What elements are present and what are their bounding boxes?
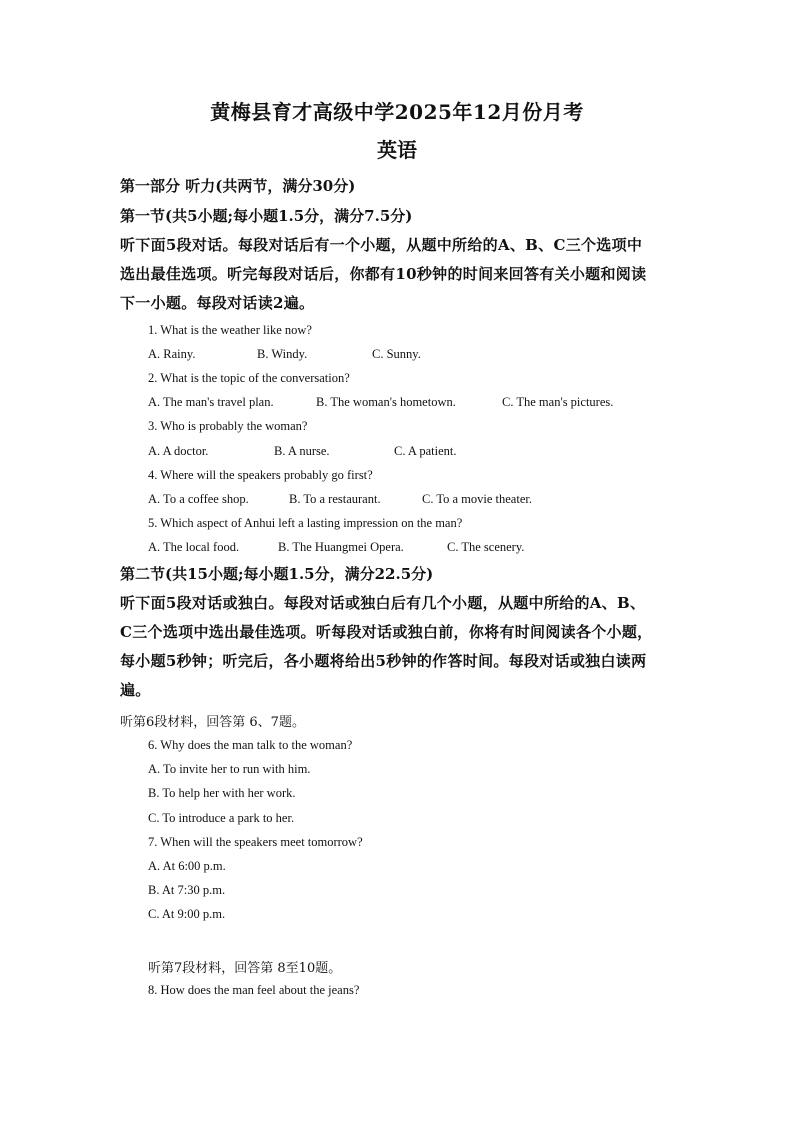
section1-instruction-line: 选出最佳选项。听完每段对话后，你都有10秒钟的时间来回答有关小题和阅读 xyxy=(120,265,647,283)
question-6-option-c: C. To introduce a park to her. xyxy=(148,811,295,825)
question-4-option-a: A. To a coffee shop. xyxy=(148,492,249,506)
question-3-stem: 3. Who is probably the woman? xyxy=(148,419,308,433)
question-1-stem: 1. What is the weather like now? xyxy=(148,323,312,337)
question-4-option-c: C. To a movie theater. xyxy=(422,492,532,506)
question-7-option-b: B. At 7:30 p.m. xyxy=(148,883,226,897)
part1-heading: 第一部分 听力(共两节，满分30分) xyxy=(120,177,356,195)
question-7-option-a: A. At 6:00 p.m. xyxy=(148,859,226,873)
section2-instruction-line: 每小题5秒钟；听完后，各小题将给出5秒钟的作答时间。每段对话或独白读两 xyxy=(120,652,647,670)
section2-instruction-line: 遍。 xyxy=(120,681,151,699)
question-3-option-c: C. A patient. xyxy=(394,444,457,458)
question-8-stem: 8. How does the man feel about the jeans? xyxy=(148,983,360,997)
question-2-option-c: C. The man's pictures. xyxy=(502,395,614,409)
exam-title: 黄梅县育才高级中学2025年12月份月考 xyxy=(210,100,584,124)
question-2-stem: 2. What is the topic of the conversation? xyxy=(148,371,350,385)
question-5-option-a: A. The local food. xyxy=(148,540,240,554)
question-6-stem: 6. Why does the man talk to the woman? xyxy=(148,738,353,752)
section2-heading: 第二节(共15小题;每小题1.5分，满分22.5分) xyxy=(120,565,434,583)
material-7-note: 听第7段材料，回答第 8至10题。 xyxy=(148,961,342,976)
question-6-option-b: B. To help her with her work. xyxy=(148,786,296,800)
material-6-note: 听第6段材料，回答第 6、7题。 xyxy=(120,715,305,730)
question-1-option-a: A. Rainy. xyxy=(148,347,196,361)
question-6-option-a: A. To invite her to run with him. xyxy=(148,762,311,776)
section2-instruction-line: C三个选项中选出最佳选项。听每段对话或独白前，你将有时间阅读各个小题， xyxy=(120,623,653,641)
section1-heading: 第一节(共5小题;每小题1.5分，满分7.5分) xyxy=(120,207,413,225)
section1-instruction-line: 听下面5段对话。每段对话后有一个小题，从题中所给的A、B、C三个选项中 xyxy=(120,236,643,254)
question-2-option-a: A. The man's travel plan. xyxy=(148,395,274,409)
question-1-option-b: B. Windy. xyxy=(257,347,308,361)
section2-instruction-line: 听下面5段对话或独白。每段对话或独白后有几个小题，从题中所给的A、B、 xyxy=(120,594,646,612)
question-4-option-b: B. To a restaurant. xyxy=(289,492,381,506)
question-1-option-c: C. Sunny. xyxy=(372,347,421,361)
question-5-option-c: C. The scenery. xyxy=(447,540,525,554)
question-2-option-b: B. The woman's hometown. xyxy=(316,395,456,409)
question-7-option-c: C. At 9:00 p.m. xyxy=(148,907,226,921)
question-7-stem: 7. When will the speakers meet tomorrow? xyxy=(148,835,363,849)
question-3-option-b: B. A nurse. xyxy=(274,444,330,458)
question-3-option-a: A. A doctor. xyxy=(148,444,209,458)
question-5-option-b: B. The Huangmei Opera. xyxy=(278,540,404,554)
exam-subject: 英语 xyxy=(377,138,417,162)
question-5-stem: 5. Which aspect of Anhui left a lasting impression on the man? xyxy=(148,516,463,530)
section1-instruction-line: 下一小题。每段对话读2遍。 xyxy=(120,294,315,312)
question-4-stem: 4. Where will the speakers probably go first? xyxy=(148,468,373,482)
